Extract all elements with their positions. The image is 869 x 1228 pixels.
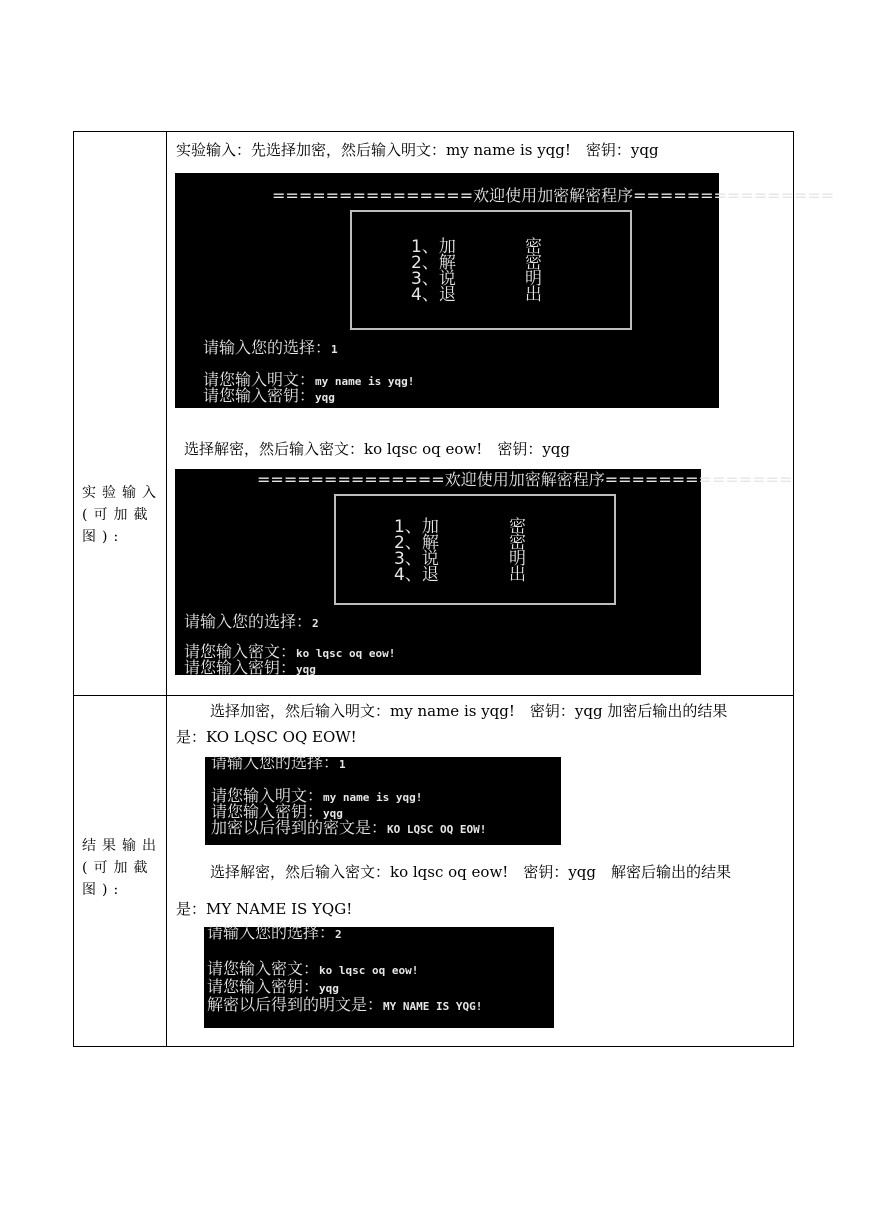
input-label-line-2: (可加截 [82, 507, 154, 523]
input-intro-2: 选择解密，然后输入密文：ko lqsc oq eow! 密钥：yqg [184, 440, 571, 458]
key-value: yqg [296, 663, 316, 676]
menu-item-help-right: 明 [525, 269, 542, 289]
menu-item-decrypt-right: 密 [525, 253, 542, 273]
key-label: 请您输入密钥： [207, 977, 320, 996]
menu-item-exit: 4、退 [394, 565, 439, 585]
experiment-table [73, 131, 835, 1047]
console-screenshot-1 [175, 173, 835, 408]
choice-prompt-value: 2 [335, 928, 342, 941]
menu-item-encrypt-right: 密 [509, 517, 526, 537]
menu-item-decrypt-right: 密 [509, 533, 526, 553]
output-para-1-line-1: 选择加密，然后输入明文：my name is yqg! 密钥：yqg 加密后输出的结果 [210, 702, 728, 720]
menu-item-decrypt: 2、解 [411, 253, 456, 273]
output-para-1-line-2: 是：KO LQSC OQ EOW! [176, 728, 357, 746]
choice-prompt-value: 1 [339, 758, 346, 771]
output-label-line-3: 图): [82, 882, 125, 898]
choice-prompt [207, 924, 342, 943]
console-screenshot-3 [205, 753, 561, 845]
key-label: 请您输入密钥： [203, 386, 316, 405]
choice-prompt [184, 613, 319, 632]
output-label-line-1: 结果输出 [82, 838, 162, 854]
menu-item-help-right: 明 [509, 549, 526, 569]
ciphertext-label: 请您输入密文： [184, 642, 297, 661]
console-screenshot-2 [175, 469, 793, 677]
choice-prompt [203, 339, 338, 358]
input-label-line-3: 图): [82, 529, 125, 545]
menu-box [334, 494, 616, 605]
key-line [184, 659, 316, 678]
menu-item-encrypt-right: 密 [525, 237, 542, 257]
key-value: yqg [315, 391, 335, 404]
encrypted-result-label: 加密以后得到的密文是： [211, 818, 388, 837]
key-line [203, 387, 335, 406]
plaintext-value: my name is yqg! [315, 375, 415, 388]
key-label: 请您输入密钥： [211, 802, 324, 821]
choice-prompt-value: 1 [331, 343, 338, 356]
decrypted-result-value: MY NAME IS YQG! [383, 1000, 483, 1013]
plaintext-value: my name is yqg! [323, 791, 423, 804]
output-label-cell [74, 695, 167, 1046]
decrypted-result-line [207, 996, 482, 1015]
plaintext-label: 请您输入明文： [211, 786, 324, 805]
menu-box [350, 210, 632, 330]
menu-item-exit-right: 出 [509, 565, 526, 585]
choice-prompt-value: 2 [312, 617, 319, 630]
output-para-2-line-2: 是：MY NAME IS YQG! [176, 900, 353, 918]
menu-item-exit: 4、退 [411, 285, 456, 305]
plaintext-label: 请您输入明文： [203, 370, 316, 389]
output-row [74, 695, 793, 1046]
choice-prompt-label: 请输入您的选择： [203, 338, 332, 357]
menu-item-encrypt: 1、加 [411, 237, 456, 257]
encrypted-result-line [211, 819, 486, 838]
menu-item-help: 3、说 [394, 549, 439, 569]
input-label [82, 482, 162, 548]
ciphertext-value: ko lqsc oq eow! [296, 647, 396, 660]
output-label [82, 835, 162, 901]
menu-item-encrypt: 1、加 [394, 517, 439, 537]
key-value: yqg [319, 982, 339, 995]
output-para-2-line-1: 选择解密，然后输入密文：ko lqsc oq eow! 密钥：yqg 解密后输出的结果 [210, 863, 732, 881]
input-intro-1: 实验输入：先选择加密，然后输入明文：my name is yqg! 密钥：yqg [176, 141, 659, 159]
input-label-cell [74, 132, 167, 695]
console-screenshot-4 [204, 923, 554, 1028]
encrypted-result-value: KO LQSC OQ EOW! [387, 823, 487, 836]
key-label: 请您输入密钥： [184, 658, 297, 677]
ciphertext-value: ko lqsc oq eow! [319, 964, 419, 977]
console-header: ===============欢迎使用加密解密程序=============== [272, 186, 835, 205]
output-label-line-2: (可加截 [82, 860, 154, 876]
key-value: yqg [323, 807, 343, 820]
decrypted-result-label: 解密以后得到的明文是： [207, 995, 384, 1014]
menu-item-exit-right: 出 [525, 285, 542, 305]
input-row [74, 132, 835, 696]
choice-prompt-label: 请输入您的选择： [211, 753, 340, 772]
choice-prompt [211, 754, 346, 773]
menu-item-decrypt: 2、解 [394, 533, 439, 553]
choice-prompt-label: 请输入您的选择： [207, 923, 336, 942]
console-header: ==============欢迎使用加密解密程序============== [257, 470, 793, 489]
input-label-line-1: 实验输入 [82, 485, 162, 501]
menu-item-help: 3、说 [411, 269, 456, 289]
choice-prompt-label: 请输入您的选择： [184, 612, 313, 631]
ciphertext-label: 请您输入密文： [207, 959, 320, 978]
